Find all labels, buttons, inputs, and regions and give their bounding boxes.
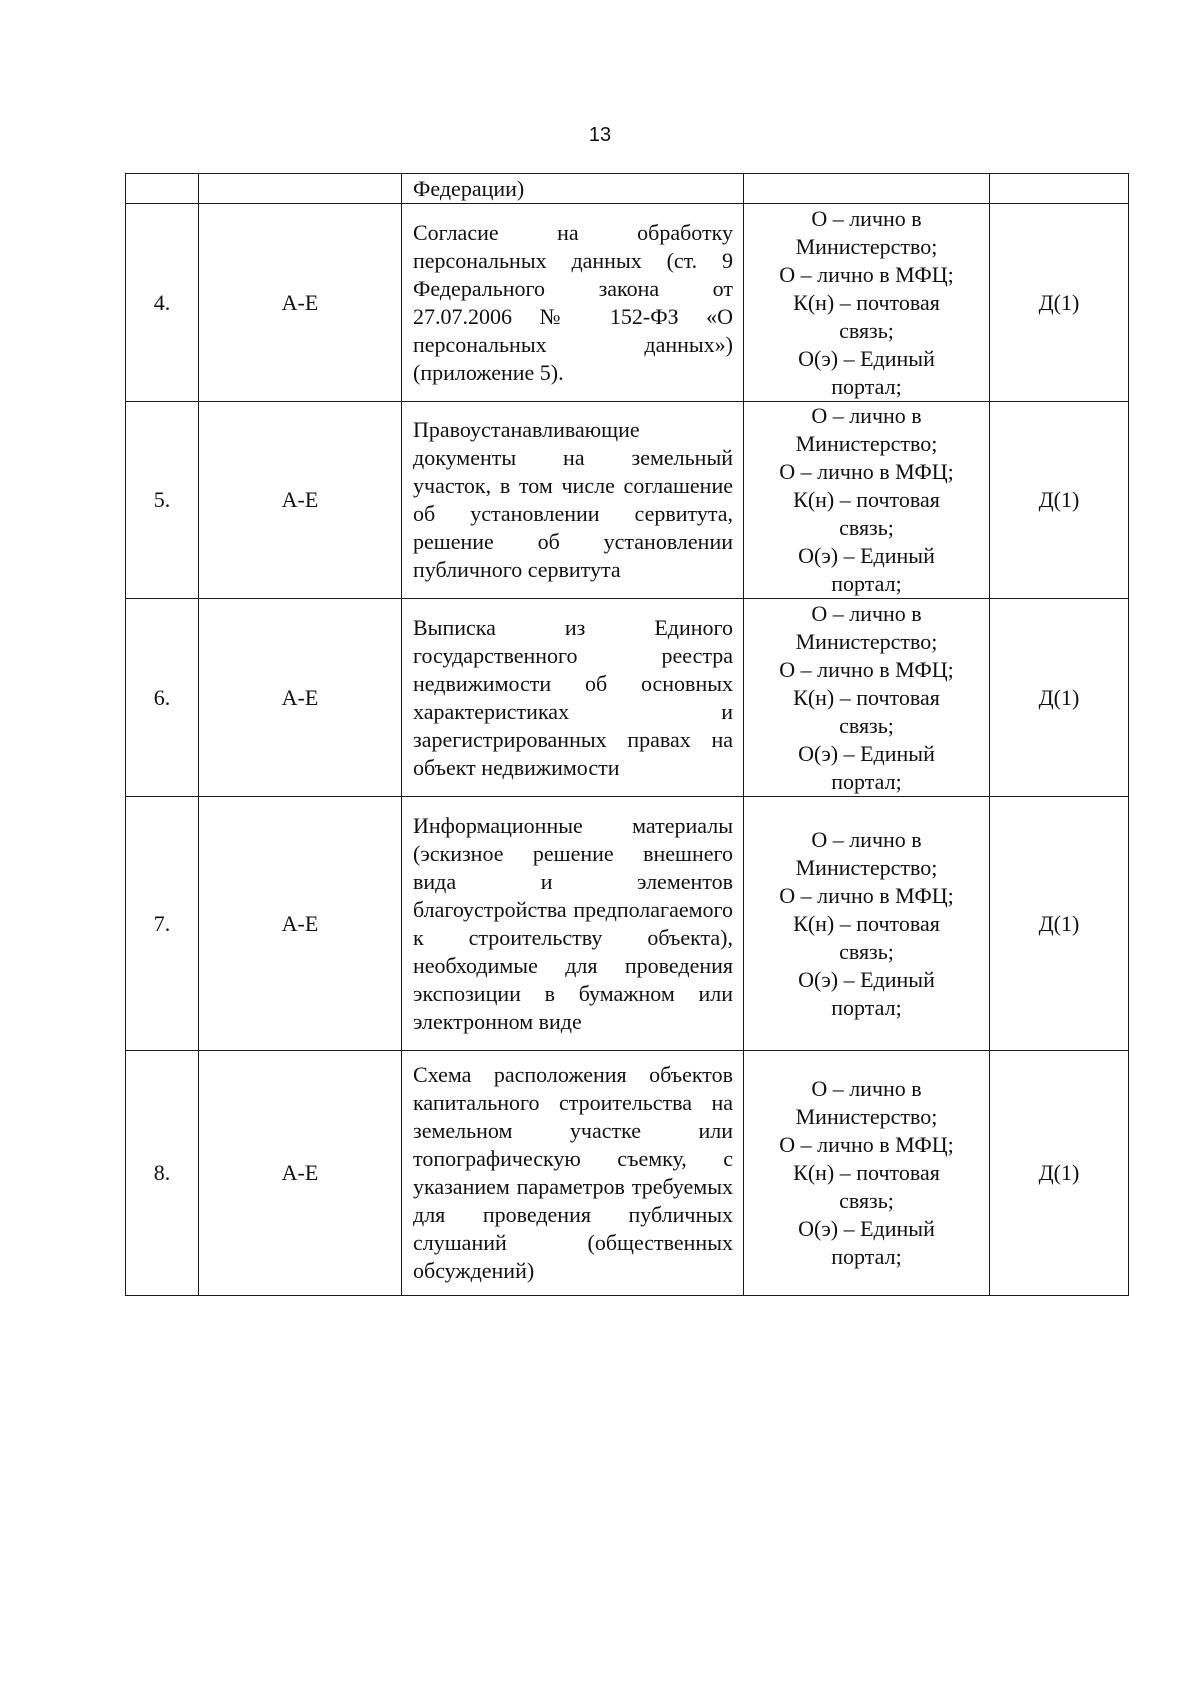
row-category: А-Е	[199, 402, 402, 599]
row-code: Д(1)	[990, 797, 1129, 1051]
method-line: О(э) – Единый	[798, 1216, 935, 1241]
row-document	[402, 797, 744, 1051]
table-row-continuation	[126, 174, 1129, 204]
row-number: 5.	[126, 402, 199, 599]
method-line: Министерство;	[795, 628, 938, 654]
row-code: Д(1)	[990, 402, 1129, 599]
table-row	[126, 402, 1129, 599]
method-line: О – лично в	[811, 600, 922, 626]
cell-category	[199, 174, 402, 204]
method-line: портал;	[831, 1244, 902, 1269]
method-line: связь;	[839, 515, 894, 540]
method-line: портал;	[831, 994, 902, 1020]
cell-methods	[744, 174, 990, 204]
method-line: О(э) – Единый	[798, 740, 935, 766]
method-line: О(э) – Единый	[798, 966, 935, 992]
table-row	[126, 1051, 1129, 1296]
method-line: О(э) – Единый	[798, 543, 935, 568]
document-text: Правоустанавливающие документы на земельный участок, в том числе соглашение об установлении сервитута, решение об установлении публичного сервитута	[413, 417, 733, 582]
row-number: 4.	[126, 204, 199, 402]
row-code: Д(1)	[990, 599, 1129, 797]
document-text: Выписка из Единого государственного реестра недвижимости об основных характеристиках и зарегистрированных правах на объект недвижимости	[413, 614, 733, 780]
method-line: О – лично в МФЦ;	[779, 882, 954, 908]
method-line: О – лично в МФЦ;	[779, 459, 954, 484]
method-line: связь;	[839, 317, 894, 343]
method-line: портал;	[831, 571, 902, 596]
method-line: связь;	[839, 712, 894, 738]
table-row	[126, 204, 1129, 402]
method-line: Министерство;	[795, 431, 938, 456]
method-line: Министерство;	[795, 1104, 938, 1129]
method-line: О – лично в МФЦ;	[779, 261, 954, 287]
method-line: К(н) – почтовая	[793, 289, 940, 315]
method-line: О – лично в	[811, 1076, 922, 1101]
method-line: Министерство;	[795, 233, 938, 259]
table-row	[126, 599, 1129, 797]
table-row	[126, 797, 1129, 1051]
row-document	[402, 1051, 744, 1296]
method-line: К(н) – почтовая	[793, 684, 940, 710]
cell-number	[126, 174, 199, 204]
row-number: 6.	[126, 599, 199, 797]
row-number: 7.	[126, 797, 199, 1051]
row-category: А-Е	[199, 1051, 402, 1296]
method-line: О – лично в МФЦ;	[779, 1132, 954, 1157]
row-code: Д(1)	[990, 1051, 1129, 1296]
row-document	[402, 599, 744, 797]
row-submission-methods	[744, 599, 990, 797]
continuation-text: Федерации)	[413, 176, 525, 201]
method-line: К(н) – почтовая	[793, 910, 940, 936]
method-line: О – лично в	[811, 205, 922, 231]
cell-code	[990, 174, 1129, 204]
row-number: 8.	[126, 1051, 199, 1296]
method-line: К(н) – почтовая	[793, 487, 940, 512]
method-line: связь;	[839, 938, 894, 964]
document-text: Согласие на обработку персональных данных (ст. 9 Федерального закона от 27.07.2006 № 152-ФЗ «О персональных данных») (приложение 5).	[413, 219, 733, 385]
row-submission-methods	[744, 797, 990, 1051]
cell-document	[402, 174, 744, 204]
document-text: Схема расположения объектов капитального строительства на земельном участке или топографическую съемку, с указанием параметров требуемых для проведения публичных слушаний (общественных обсуждений)	[413, 1062, 733, 1283]
row-submission-methods	[744, 402, 990, 599]
method-line: портал;	[831, 373, 902, 399]
method-line: О – лично в МФЦ;	[779, 656, 954, 682]
method-line: К(н) – почтовая	[793, 1160, 940, 1185]
row-submission-methods	[744, 1051, 990, 1296]
document-text: Информационные материалы (эскизное решение внешнего вида и элементов благоустройства предполагаемого к строительству объекта), необходимые для проведения экспозиции в бумажном или электронном виде	[413, 812, 733, 1034]
documents-table	[125, 173, 1129, 1296]
method-line: Министерство;	[795, 854, 938, 880]
method-line: О(э) – Единый	[798, 345, 935, 371]
row-submission-methods	[744, 204, 990, 402]
row-document	[402, 204, 744, 402]
row-category: А-Е	[199, 797, 402, 1051]
row-category: А-Е	[199, 599, 402, 797]
method-line: О – лично в	[811, 403, 922, 428]
row-code: Д(1)	[990, 204, 1129, 402]
page-number: 13	[588, 124, 612, 146]
method-line: О – лично в	[811, 826, 922, 852]
row-document	[402, 402, 744, 599]
method-line: связь;	[839, 1188, 894, 1213]
row-category: А-Е	[199, 204, 402, 402]
method-line: портал;	[831, 768, 902, 794]
